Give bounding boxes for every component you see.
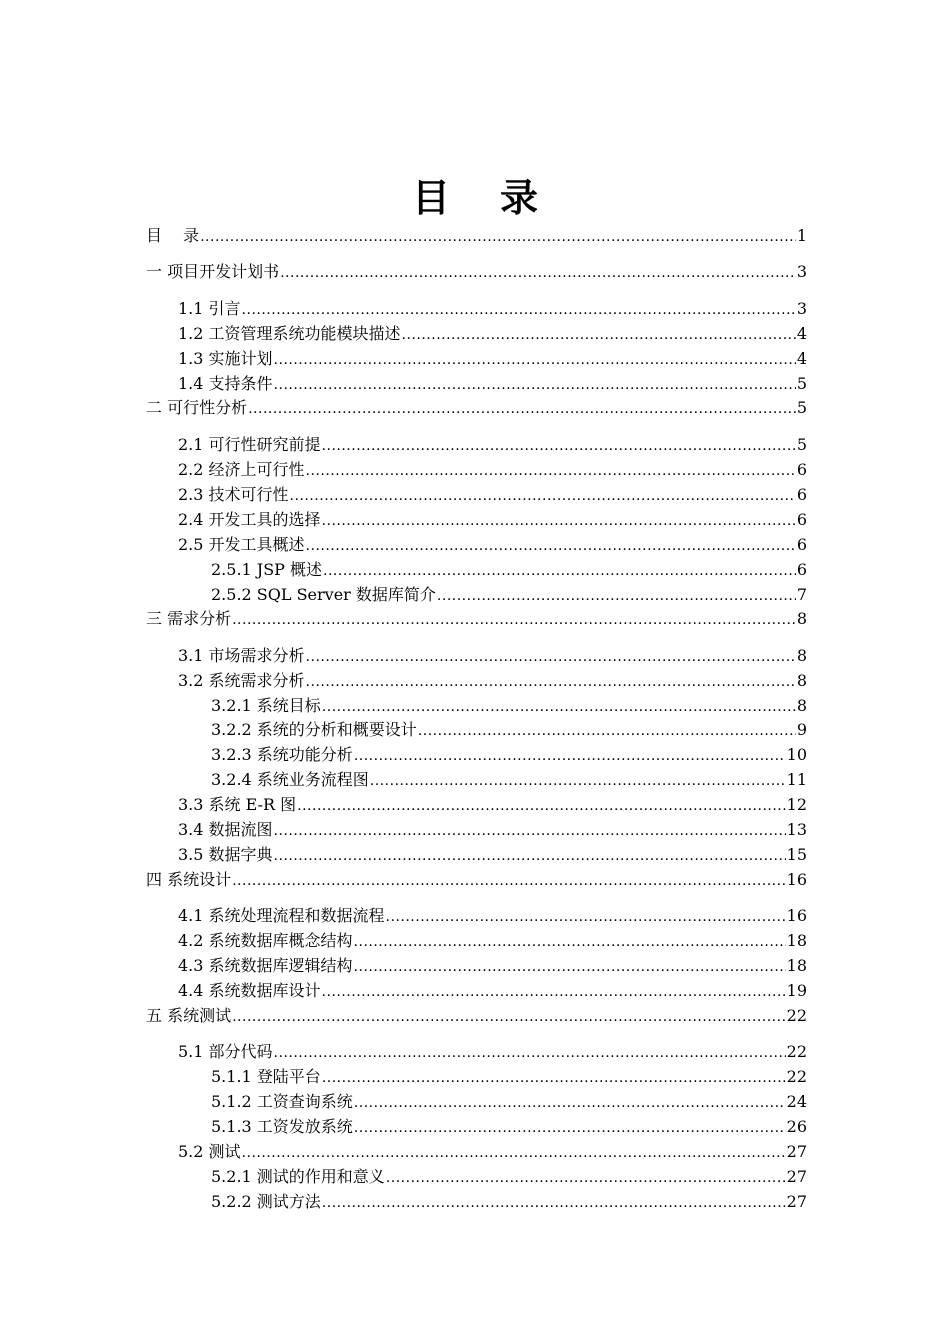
toc-entry[interactable]: [146, 322, 807, 346]
dot-leader: [354, 744, 786, 768]
dot-leader: [280, 261, 796, 285]
toc-entry[interactable]: [146, 979, 807, 1003]
toc-entry-label: 1.3 实施计划: [178, 349, 273, 368]
toc-entry-label: 2.5.2 SQL Server 数据库简介: [211, 585, 436, 604]
dot-leader: [354, 1116, 786, 1140]
toc-entry[interactable]: [146, 1065, 807, 1089]
toc-entry[interactable]: [146, 1090, 807, 1114]
dot-leader: [322, 434, 796, 458]
dot-leader: [418, 719, 796, 743]
toc-entry-label: 3.3 系统 E-R 图: [178, 795, 297, 814]
toc-entry-label: 4.3 系统数据库逻辑结构: [178, 956, 353, 975]
toc-entry-page-number: 5: [796, 398, 807, 417]
dot-leader: [386, 1166, 786, 1190]
toc-entry-page-number: 22: [786, 1067, 807, 1086]
toc-entry-label: 2.4 开发工具的选择: [178, 510, 321, 529]
dot-leader: [274, 348, 796, 372]
dot-leader: [232, 869, 786, 893]
dot-leader: [322, 509, 796, 533]
toc-entry-page-number: 6: [796, 560, 807, 579]
toc-entry[interactable]: [146, 396, 807, 420]
dot-leader: [354, 930, 786, 954]
toc-entry-page-number: 15: [786, 845, 807, 864]
dot-leader: [306, 670, 796, 694]
toc-entry-label: 3.2.3 系统功能分析: [211, 745, 353, 764]
toc-entry[interactable]: [146, 347, 807, 371]
toc-entry[interactable]: [146, 433, 807, 457]
toc-entry-page-number: 22: [786, 1042, 807, 1061]
dot-leader: [306, 645, 796, 669]
toc-entry[interactable]: [146, 224, 807, 248]
dot-leader: [274, 373, 796, 397]
toc-entry-label: 5.2 测试: [178, 1142, 241, 1161]
toc-entry-page-number: 12: [786, 795, 807, 814]
toc-entry-page-number: 8: [796, 671, 807, 690]
toc-entry-label: 4.1 系统处理流程和数据流程: [178, 906, 385, 925]
toc-entry-page-number: 24: [786, 1092, 807, 1111]
toc-entry-page-number: 27: [786, 1167, 807, 1186]
dot-leader: [200, 225, 796, 249]
toc-entry-page-number: 1: [796, 226, 807, 245]
toc-entry-label: 2.5 开发工具概述: [178, 535, 305, 554]
dot-leader: [437, 584, 796, 608]
toc-entry-page-number: 8: [796, 696, 807, 715]
page-title: 目录: [411, 176, 588, 220]
toc-entry-page-number: 13: [786, 820, 807, 839]
toc-entry-label: 5.2.1 测试的作用和意义: [211, 1167, 385, 1186]
dot-leader: [306, 534, 796, 558]
toc-entry-page-number: 5: [796, 435, 807, 454]
toc-entry-label: 5.1 部分代码: [178, 1042, 273, 1061]
toc-entry[interactable]: [146, 1165, 807, 1189]
toc-entry-page-number: 18: [786, 956, 807, 975]
dot-leader: [297, 794, 786, 818]
toc-entry[interactable]: [146, 818, 807, 842]
toc-entry-page-number: 4: [796, 349, 807, 368]
toc-entry[interactable]: [146, 694, 807, 718]
toc-entry-label: 2.5.1 JSP 概述: [211, 560, 323, 579]
toc-entry-label: 二 可行性分析: [146, 398, 248, 417]
toc-entry-page-number: 9: [796, 720, 807, 739]
toc-entry-label: 3.2.4 系统业务流程图: [211, 770, 369, 789]
dot-leader: [322, 695, 796, 719]
dot-leader: [386, 905, 786, 929]
toc-entry-label: 5.1.1 登陆平台: [211, 1067, 321, 1086]
toc-entry-page-number: 3: [796, 299, 807, 318]
toc-entry[interactable]: [146, 904, 807, 928]
dot-leader: [323, 559, 796, 583]
toc-entry[interactable]: [146, 508, 807, 532]
toc-entry[interactable]: [146, 558, 807, 582]
toc-entry[interactable]: [146, 768, 807, 792]
toc-entry-label: 3.2 系统需求分析: [178, 671, 305, 690]
toc-entry-page-number: 26: [786, 1117, 807, 1136]
toc-entry-page-number: 16: [786, 870, 807, 889]
toc-entry[interactable]: [146, 843, 807, 867]
toc-entry-label: 2.1 可行性研究前提: [178, 435, 321, 454]
toc-entry[interactable]: [146, 718, 807, 742]
toc-entry-page-number: 16: [786, 906, 807, 925]
toc-entry-label: 1.1 引言: [178, 299, 241, 318]
dot-leader: [370, 769, 786, 793]
toc-entry-page-number: 3: [796, 262, 807, 281]
toc-entry-page-number: 22: [786, 1006, 807, 1025]
toc-entry-label: 3.1 市场需求分析: [178, 646, 305, 665]
toc-entry-label: 目 录: [146, 226, 200, 245]
toc-entry-page-number: 5: [796, 374, 807, 393]
toc-entry-page-number: 19: [786, 981, 807, 1000]
toc-entry-page-number: 7: [796, 585, 807, 604]
toc-entry[interactable]: [146, 1115, 807, 1139]
toc-entry-label: 3.4 数据流图: [178, 820, 273, 839]
dot-leader: [322, 1191, 786, 1215]
toc-entry-label: 三 需求分析: [146, 609, 232, 628]
dot-leader: [402, 323, 796, 347]
dot-leader: [274, 819, 786, 843]
toc-entry[interactable]: [146, 260, 807, 284]
toc-entry[interactable]: [146, 297, 807, 321]
toc-entry[interactable]: [146, 1040, 807, 1064]
toc-entry[interactable]: [146, 1190, 807, 1214]
toc-entry-label: 一 项目开发计划书: [146, 262, 280, 281]
toc-entry[interactable]: [146, 793, 807, 817]
toc-entry[interactable]: [146, 954, 807, 978]
toc-entry[interactable]: [146, 607, 807, 631]
dot-leader: [242, 1141, 786, 1165]
toc-entry-page-number: 27: [786, 1192, 807, 1211]
toc-entry-label: 3.5 数据字典: [178, 845, 273, 864]
toc-entry-page-number: 27: [786, 1142, 807, 1161]
toc-entry-label: 5.2.2 测试方法: [211, 1192, 321, 1211]
dot-leader: [274, 844, 786, 868]
toc-entry[interactable]: [146, 372, 807, 396]
dot-leader: [232, 608, 796, 632]
toc-entry-page-number: 10: [786, 745, 807, 764]
toc-entry[interactable]: [146, 929, 807, 953]
toc-entry[interactable]: [146, 533, 807, 557]
toc-entry-label: 1.4 支持条件: [178, 374, 273, 393]
toc-entry-label: 5.1.2 工资查询系统: [211, 1092, 353, 1111]
toc-entry-label: 五 系统测试: [146, 1006, 232, 1025]
toc-entry-page-number: 8: [796, 609, 807, 628]
dot-leader: [322, 1066, 786, 1090]
dot-leader: [274, 1041, 786, 1065]
toc-entry[interactable]: [146, 644, 807, 668]
toc-entry[interactable]: [146, 458, 807, 482]
toc-entry[interactable]: [146, 669, 807, 693]
dot-leader: [242, 298, 796, 322]
toc-entry-label: 3.2.2 系统的分析和概要设计: [211, 720, 417, 739]
toc-entry-label: 5.1.3 工资发放系统: [211, 1117, 353, 1136]
toc-entry-page-number: 4: [796, 324, 807, 343]
dot-leader: [232, 1005, 786, 1029]
toc-entry-page-number: 6: [796, 460, 807, 479]
toc-entry[interactable]: [146, 1140, 807, 1164]
dot-leader: [306, 459, 796, 483]
toc-entry-page-number: 6: [796, 510, 807, 529]
toc-entry-label: 四 系统设计: [146, 870, 232, 889]
toc-entry[interactable]: [146, 743, 807, 767]
toc-entry[interactable]: [146, 483, 807, 507]
dot-leader: [322, 980, 786, 1004]
dot-leader: [290, 484, 796, 508]
toc-entry-label: 4.4 系统数据库设计: [178, 981, 321, 1000]
toc-entry-label: 2.3 技术可行性: [178, 485, 289, 504]
toc-entry[interactable]: [146, 583, 807, 607]
dot-leader: [248, 397, 796, 421]
toc-entry-label: 4.2 系统数据库概念结构: [178, 931, 353, 950]
toc-entry-page-number: 11: [786, 770, 807, 789]
toc-entry-page-number: 18: [786, 931, 807, 950]
dot-leader: [354, 955, 786, 979]
dot-leader: [354, 1091, 786, 1115]
toc-entry[interactable]: [146, 1004, 807, 1028]
toc-entry-page-number: 6: [796, 485, 807, 504]
toc-entry-label: 2.2 经济上可行性: [178, 460, 305, 479]
toc-entry[interactable]: [146, 868, 807, 892]
toc-entry-page-number: 8: [796, 646, 807, 665]
toc-entry-page-number: 6: [796, 535, 807, 554]
toc-entry-label: 3.2.1 系统目标: [211, 696, 321, 715]
toc-entry-label: 1.2 工资管理系统功能模块描述: [178, 324, 401, 343]
